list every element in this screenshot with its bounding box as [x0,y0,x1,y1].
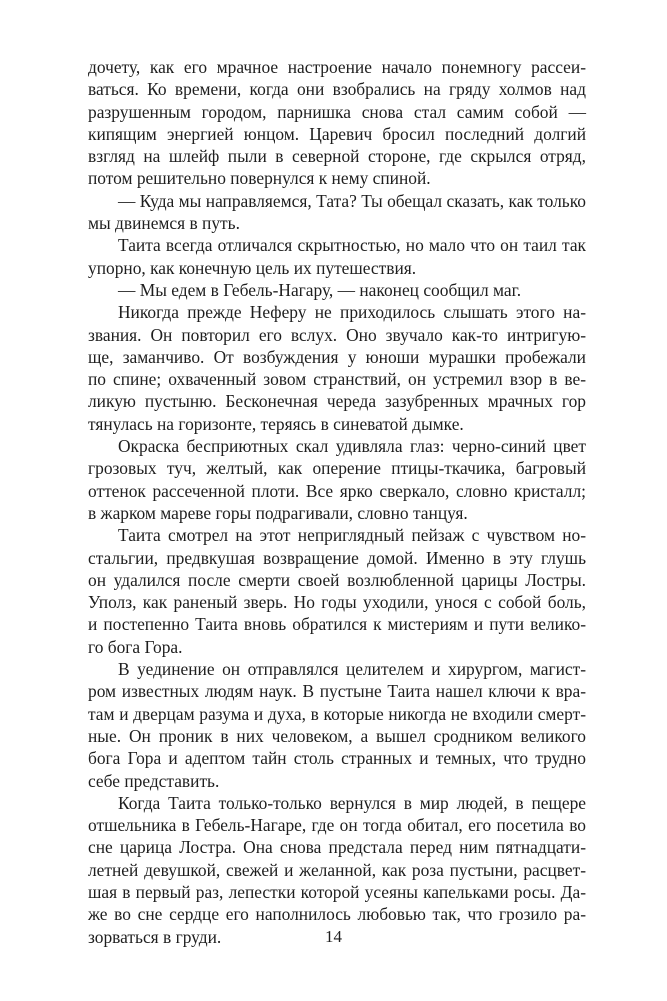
text-line: ликую пустыню. Бесконечная череда зазубренных мрачных гор [88,391,586,412]
text-line: шая в первый раз, лепестки которой усеяны капельками росы. Да- [88,881,586,902]
text-line: сне царица Лостра. Она снова предстала перед ним пятнадцати- [88,837,586,858]
text-line: звания. Он повторил его вслух. Оно звучало как-то интригую- [88,324,586,345]
text-line: и постепенно Таита вновь обратился к мистериям и пути велико- [88,614,586,635]
text-line: бога Гора и адептом тайн столь странных и темных, что трудно [88,748,586,769]
text-line: Никогда прежде Неферу не приходилось слышать этого на- [118,302,586,323]
text-line: ные. Он проник в них человеком, а вышел сродником великого [88,725,586,746]
text-line: го бога Гора. [88,636,183,657]
text-line: мы двинемся в путь. [88,213,240,234]
text-line: В уединение он отправлялся целителем и хирургом, магист- [118,659,586,680]
text-line: взгляд на шлейф пыли в северной стороне, где скрылся отряд, [88,146,586,167]
text-line: стальгии, предвкушая возвращение домой. Именно в эту глушь [88,547,586,568]
body-text [88,56,586,948]
text-line: Когда Таита только-только вернулся в мир людей, в пещере [118,792,586,813]
text-line: отшельника в Гебель-Нагаре, где он тогда обитал, его посетила во [88,815,586,836]
text-line: разрушенным городом, парнишка снова стал самим собой — [88,101,586,122]
text-line: дочету, как его мрачное настроение начало понемногу рассеи- [88,57,586,77]
text-line: ром известных людям наук. В пустыне Таита нашел ключи к вра- [88,681,586,702]
text-line: там и дверцам разума и духа, в которые никогда не входили смерт- [88,703,586,724]
text-line: потом решительно повернулся к нему спиной. [88,168,431,189]
text-line: — Мы едем в Гебель-Нагару, — наконец сообщил маг. [118,279,522,300]
text-line: Таита смотрел на этот неприглядный пейзаж с чувством но- [118,525,586,546]
text-line: тянулась на горизонте, теряясь в синеватой дымке. [88,413,464,434]
text-line: кипящим энергией юнцом. Царевич бросил последний долгий [88,123,586,144]
text-line: себе представить. [88,770,220,791]
text-line: ваться. Ко времени, когда они взобрались на гряду холмов над [88,79,586,100]
text-line: Таита всегда отличался скрытностью, но мало что он таил так [118,235,586,256]
text-line: упорно, как конечную цель их путешествия. [88,257,417,278]
text-line: Окраска бесприютных скал удивляла глаз: черно-синий цвет [118,436,586,457]
text-line: ще, заманчиво. От возбуждения у юноши мурашки пробежали [88,346,586,367]
page-number: 14 [325,927,342,946]
text-line: по спине; охваченный зовом странствий, он устремил взор в ве- [88,369,586,390]
text-line: грозовых туч, желтый, как оперение птицы-ткачика, багровый [88,458,586,479]
text-line: же во сне сердце его наполнилось любовью так, что грозило ра- [88,904,586,925]
text-line: летней девушкой, свежей и желанной, как роза пустыни, расцвет- [88,859,586,880]
text-line: зорваться в груди. [88,926,222,947]
text-line: в жарком мареве горы подрагивали, словно танцуя. [88,502,468,523]
text-line: он удалился после смерти своей возлюбленной царицы Лостры. [88,569,586,590]
text-line: Уполз, как раненый зверь. Но годы уходили, унося с собой боль, [88,592,586,613]
text-line: — Куда мы направляемся, Тата? Ты обещал сказать, как только [118,190,586,211]
text-line: оттенок рассеченной плоти. Все ярко сверкало, словно кристалл; [88,480,586,501]
